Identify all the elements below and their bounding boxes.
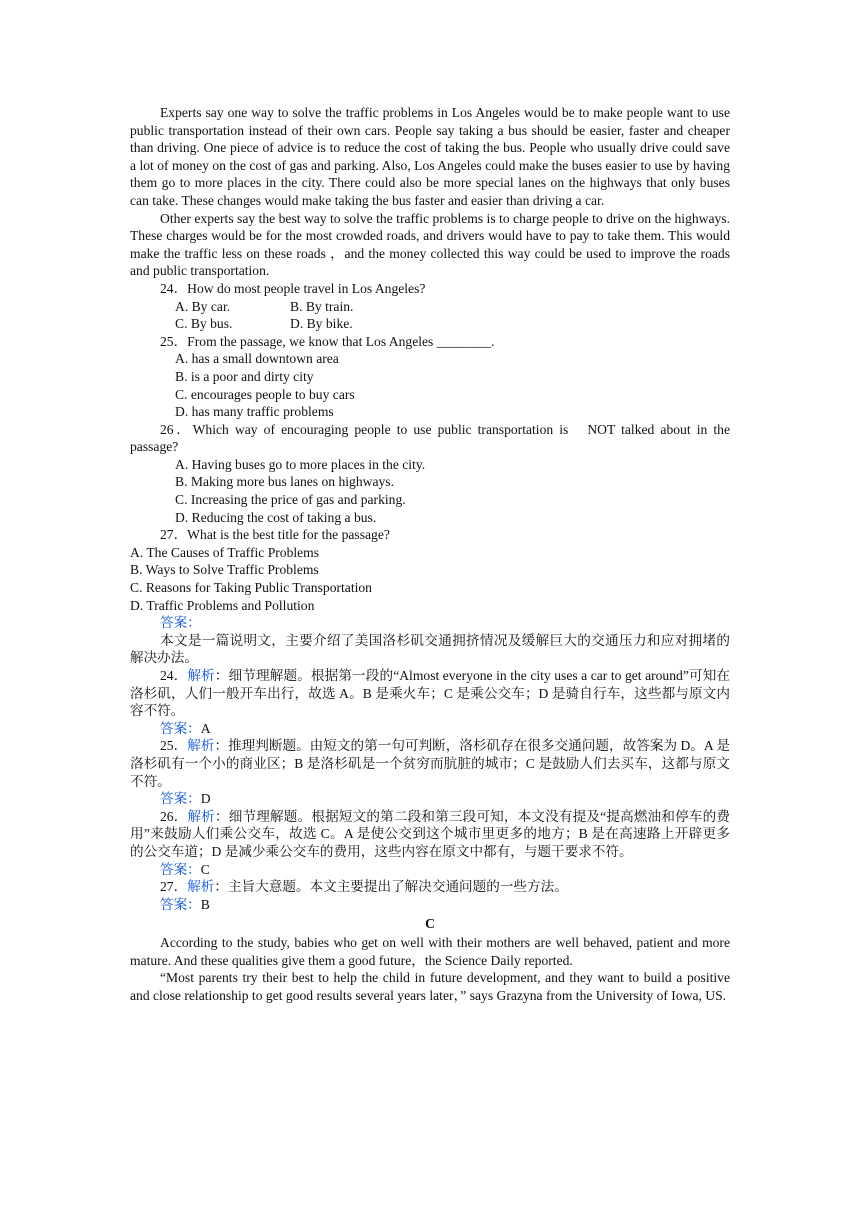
question-24-option-b: B. By train. [290, 298, 354, 314]
analysis-label: 解析 [187, 738, 215, 754]
summary-text: 本文是一篇说明文，主要介绍了美国洛杉矶交通拥挤情况及缓解巨大的交通压力和应对拥堵的解决办法。 [130, 632, 730, 666]
question-26-option-a: A. Having buses go to more places in the city. [175, 456, 426, 472]
question-26-stem: 26．Which way of encouraging people to use public transportation is NOT talked about in the passage? [130, 421, 730, 455]
analysis-24: 24．解析：细节理解题。根据第一段的“Almost everyone in the city uses a car to get around”可知在洛杉矶，人们一般开车出行，故选 A。B 是乘火车；C 是乘公交车；D 是骑自行车，这些都与原文内容不符。 [130, 668, 730, 719]
analysis-26: 26．解析：细节理解题。根据短文的第二段和第三段可知，本文没有提及“提高燃油和停车的费用”来鼓励人们乘公交车，故选 C。A 是使公交到这个城市里更多的地方；B 是在高速路上开辟更多的公交车道；D 是减少乘公交车的费用，这些内容在原文中都有，与题干要求不符。 [130, 808, 731, 859]
answer-label-summary: 答案： [160, 615, 201, 631]
question-24-options-row-1 [130, 298, 730, 316]
answer-26: 答案：C [160, 861, 210, 877]
question-25-option-a: A. has a small downtown area [175, 351, 339, 367]
passage-c-paragraph-2: “Most parents try their best to help the child in future development, and they want to build a positive and close relationship to get good results several years later，” says Grazyna from the University of Iowa, US. [130, 970, 730, 1003]
answer-24: 答案：A [160, 720, 211, 736]
passage-b-paragraph-1: Experts say one way to solve the traffic problems in Los Angeles would be to make people want to use public transportation instead of their own cars. People say taking a bus should be easier, faster and cheaper than driving. One piece of advice is to reduce the cost of taking the bus. People who usually drive could save a lot of money on the cost of gas and parking. Also, Los Angeles could make the buses easier to use by having them go to more places in the city. There could also be more special lanes on the highways that only buses can take. These changes would make taking the bus faster and easier than driving a car. [130, 105, 730, 208]
passage-b-paragraph-2: Other experts say the best way to solve the traffic problems is to charge people to drive on the highways. These charges would be for the most crowded roads, and drivers would have to pay to take them. This would make the traffic less on these roads ，and the money collected this way could be used to improve the roads and public transportation. [130, 210, 730, 279]
passage-c-heading: C [425, 916, 435, 932]
question-27-option-b: B. Ways to Solve Traffic Problems [130, 562, 319, 578]
answer-25: 答案：D [160, 791, 211, 807]
question-24-stem: 24．How do most people travel in Los Angeles? [160, 280, 426, 296]
question-24-option-c: C. By bus. [175, 316, 233, 332]
analysis-label: 解析 [187, 808, 216, 824]
question-27-option-a: A. The Causes of Traffic Problems [130, 544, 320, 560]
question-27-option-c: C. Reasons for Taking Public Transportation [130, 580, 372, 596]
question-24-option-d: D. By bike. [290, 316, 353, 332]
analysis-label: 解析 [187, 879, 215, 895]
question-24-option-a: A. By car. [175, 298, 231, 314]
question-25-stem: 25．From the passage, we know that Los Angeles ________. [160, 333, 495, 349]
question-26-option-b: B. Making more bus lanes on highways. [175, 474, 394, 490]
question-25-option-b: B. is a poor and dirty city [175, 368, 314, 384]
question-27-option-d: D. Traffic Problems and Pollution [130, 597, 315, 613]
question-26-option-d: D. Reducing the cost of taking a bus. [175, 509, 377, 525]
document-page [130, 104, 730, 1004]
question-24-options-row-2 [130, 315, 730, 333]
analysis-25: 25．解析：推理判断题。由短文的第一句可判断，洛杉矶存在很多交通问题，故答案为 D。A 是洛杉矶有一个小的商业区；B 是洛杉矶是一个贫穷而肮脏的城市；C 是鼓励人们去买车，这都与原文不符。 [130, 738, 730, 789]
answer-27: 答案：B [160, 896, 210, 912]
analysis-27: 27．解析：主旨大意题。本文主要提出了解决交通问题的一些方法。 [160, 879, 568, 895]
question-25-option-d: D. has many traffic problems [175, 404, 334, 420]
question-27-stem: 27．What is the best title for the passage? [160, 527, 390, 543]
passage-c-paragraph-1: According to the study, babies who get on well with their mothers are well behaved, patient and more mature. And these qualities give them a good future，the Science Daily reported. [130, 934, 730, 968]
analysis-label: 解析 [187, 668, 215, 683]
question-26-option-c: C. Increasing the price of gas and parking. [175, 492, 406, 508]
question-25-option-c: C. encourages people to buy cars [175, 386, 355, 402]
